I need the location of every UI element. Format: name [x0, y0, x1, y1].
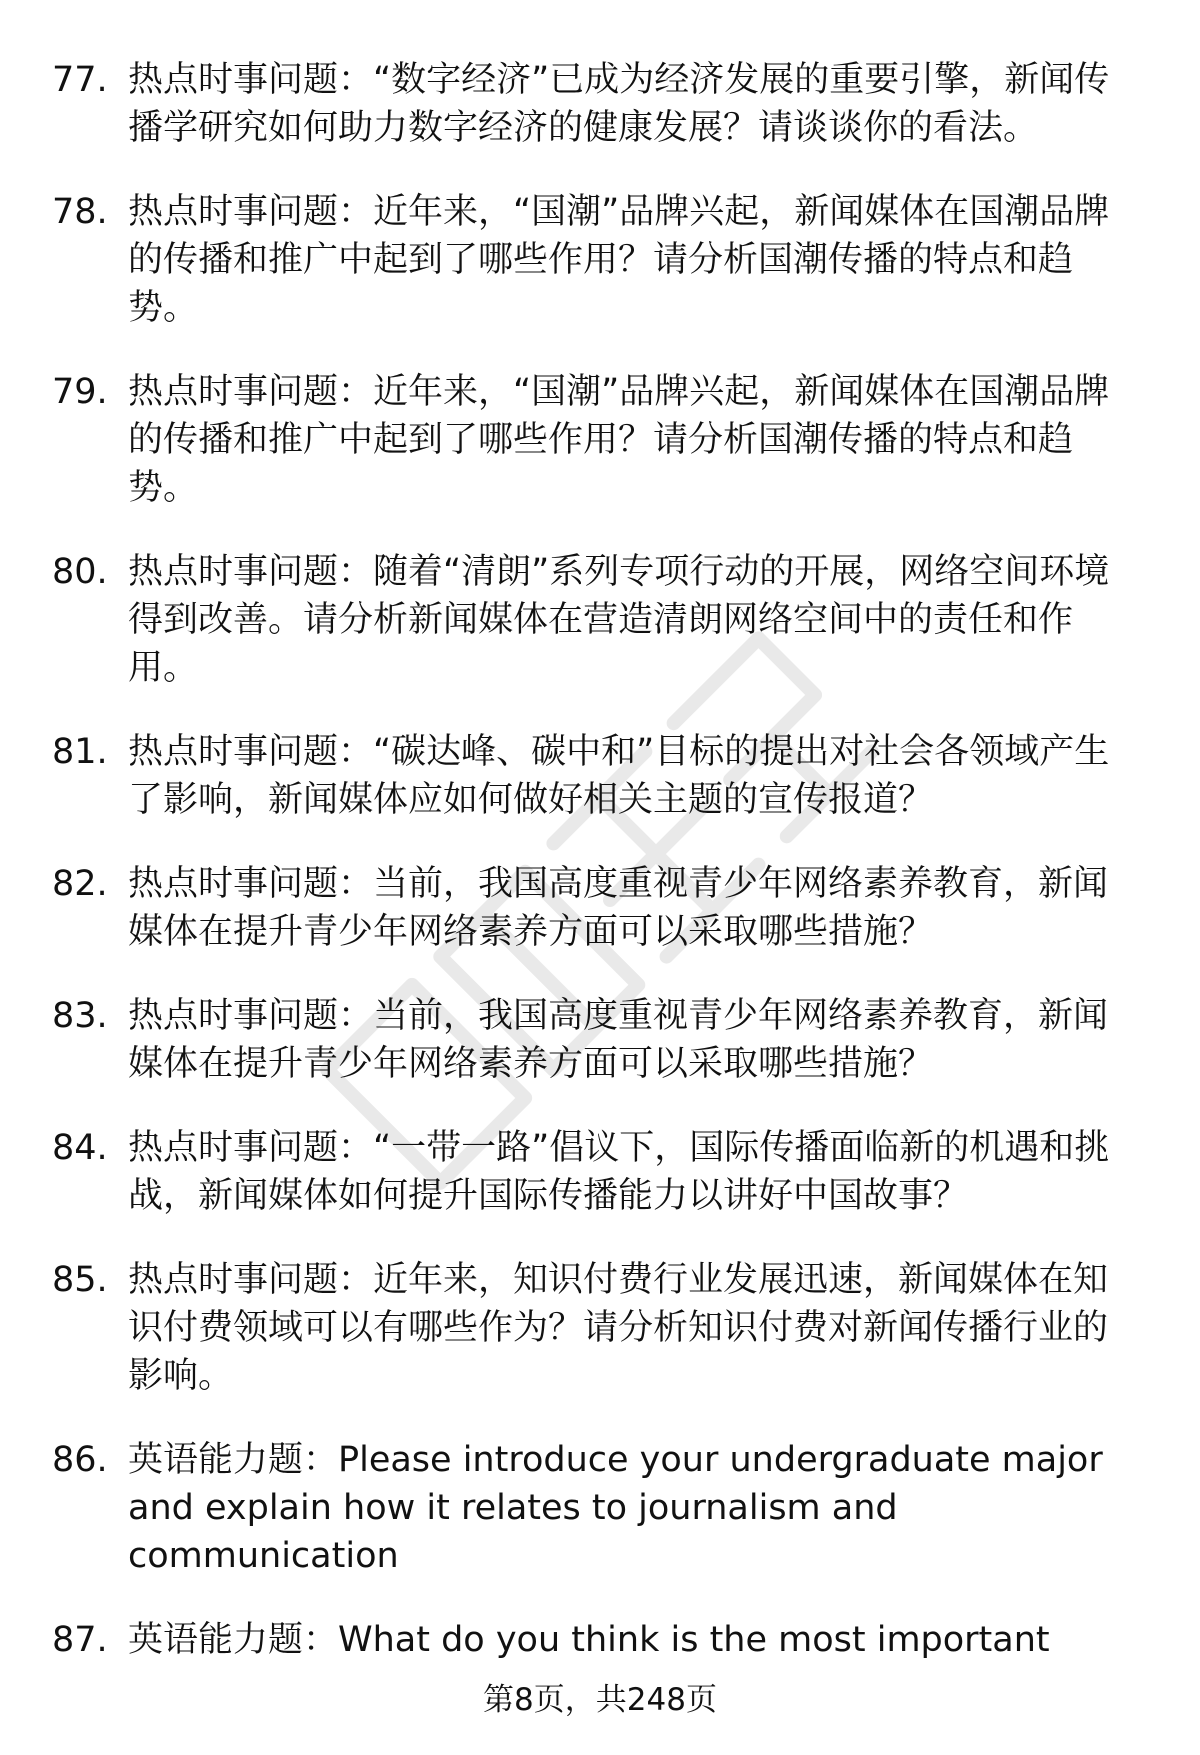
question-text: 英语能力题：What do you think is the most important [128, 1620, 1050, 1660]
list-item [0, 188, 1200, 332]
question-text: 热点时事问题：当前，我国高度重视青少年网络素养教育，新闻媒体在提升青少年网络素养方面可以采取哪些措施？ [128, 864, 1109, 952]
question-number: 77. [52, 60, 108, 100]
question-text: 热点时事问题：当前，我国高度重视青少年网络素养教育，新闻媒体在提升青少年网络素养方面可以采取哪些措施？ [128, 996, 1109, 1084]
question-text: 英语能力题：Please introduce your undergraduate major and explain how it relates to journalism and communication [128, 1440, 1103, 1576]
list-item [0, 728, 1200, 824]
question-list [0, 56, 1200, 1700]
list-item [0, 368, 1200, 512]
list-item [0, 1436, 1200, 1580]
list-item [0, 1256, 1200, 1400]
question-number: 84. [52, 1128, 108, 1168]
list-item [0, 56, 1200, 152]
question-text: 热点时事问题：随着“清朗”系列专项行动的开展，网络空间环境得到改善。请分析新闻媒体在营造清朗网络空间中的责任和作用。 [128, 552, 1110, 688]
question-text: 热点时事问题：近年来，知识付费行业发展迅速，新闻媒体在知识付费领域可以有哪些作为？请分析知识付费对新闻传播行业的影响。 [128, 1260, 1109, 1396]
question-text: 热点时事问题：近年来，“国潮”品牌兴起，新闻媒体在国潮品牌的传播和推广中起到了哪些作用？请分析国潮传播的特点和趋势。 [128, 192, 1110, 328]
list-item [0, 1616, 1200, 1664]
question-text: 热点时事问题：“一带一路”倡议下，国际传播面临新的机遇和挑战，新闻媒体如何提升国际传播能力以讲好中国故事？ [128, 1128, 1110, 1216]
question-number: 85. [52, 1260, 108, 1300]
question-text: 热点时事问题：“碳达峰、碳中和”目标的提出对社会各领域产生了影响，新闻媒体应如何做好相关主题的宣传报道？ [128, 732, 1110, 820]
question-number: 87. [52, 1620, 108, 1660]
list-item [0, 548, 1200, 692]
question-number: 86. [52, 1440, 108, 1480]
question-text: 热点时事问题：近年来，“国潮”品牌兴起，新闻媒体在国潮品牌的传播和推广中起到了哪些作用？请分析国潮传播的特点和趋势。 [128, 372, 1110, 508]
question-number: 79. [52, 372, 108, 412]
question-text: 热点时事问题：“数字经济”已成为经济发展的重要引擎，新闻传播学研究如何助力数字经济的健康发展？请谈谈你的看法。 [128, 60, 1110, 148]
list-item [0, 1124, 1200, 1220]
list-item [0, 992, 1200, 1088]
page-footer: 第8页，共248页 [483, 1682, 717, 1718]
question-number: 80. [52, 552, 108, 592]
question-number: 83. [52, 996, 108, 1036]
list-item [0, 860, 1200, 956]
question-number: 78. [52, 192, 108, 232]
question-number: 82. [52, 864, 108, 904]
question-number: 81. [52, 732, 108, 772]
